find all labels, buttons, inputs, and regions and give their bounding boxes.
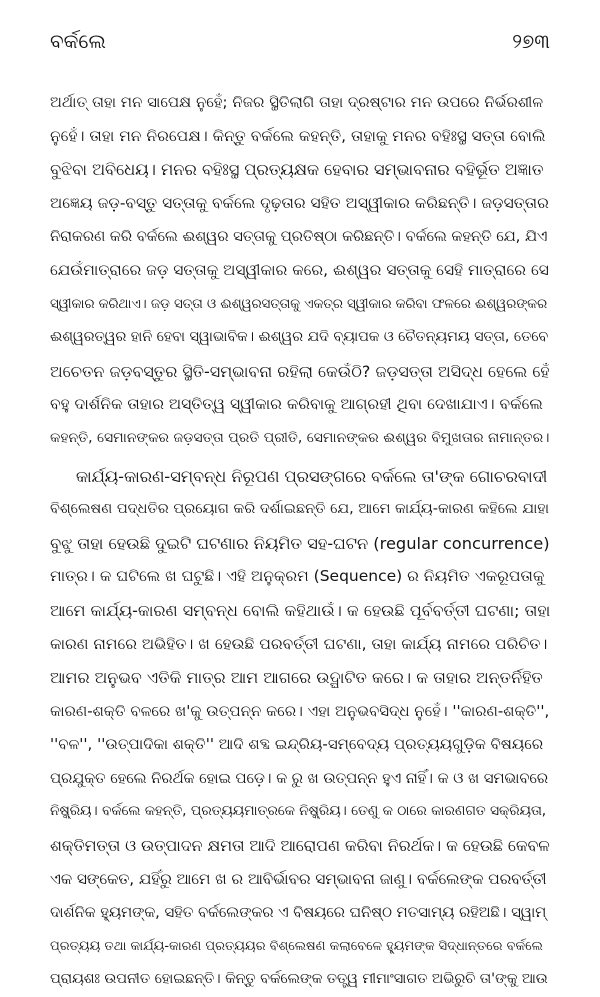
text-line: ବୁଝିବା ଅବିଧେୟ। ମନର ବହିଃସ୍ଥ ପ୍ରତ୍ୟକ୍ଷକ ହେବାର ସମ୍ଭାବନାର ବହିର୍ଭୂତ ଅଜ୍ଞାତ: [50, 160, 544, 180]
text-line: ଈଶ୍ୱରତ୍ୱର ହାନି ହେବା ସ୍ୱାଭାବିକ। ଈଶ୍ୱର ଯଦି ବ୍ୟାପକ ଓ ଚୈତନ୍ୟମୟ ସତ୍ତା, ତେବେ: [50, 329, 549, 346]
text-line: ପ୍ରତ୍ୟୟ ତଥା କାର୍ଯ୍ୟ-କାରଣ ପ୍ରତ୍ୟୟର ବିଶ୍ଲେଷଣ କଲାବେଳେ ହ୍ୟୁମଙ୍କ ସିଦ୍ଧାନ୍ତରେ ବର୍କଲେ: [50, 938, 543, 954]
text-line: କାରଣ ନାମରେ ଅଭିହିତ। ଖ ହେଉଛି ପରବର୍ତ୍ତୀ ଘଟଣା, ତାହା କାର୍ଯ୍ୟ ନାମରେ ପରିଚିତ।: [50, 634, 548, 653]
running-title: ବର୍କଲେ: [50, 29, 106, 53]
text-line: ନିଷ୍କ୍ରିୟ। ବର୍କଲେ କହନ୍ତି, ପ୍ରତ୍ୟୟମାତ୍ରକେ ନିଷ୍କ୍ରିୟ। ତେଣୁ କ ଠାରେ କାରଣଗତ ସକ୍ରିୟତା,: [50, 803, 547, 820]
text-line: ସ୍ୱୀକାର କରିଥାଏ। ଜଡ଼ ସତ୍ତା ଓ ଈଶ୍ୱରସତ୍ତାକୁ ଏକତ୍ର ସ୍ୱୀକାର କରିବା ଫଳରେ ଈଶ୍ୱରଙ୍କର: [50, 296, 548, 312]
text-line: ଏକ ସଙ୍କେତ, ଯହିଁରୁ ଆମେ ଖ ର ଆବିର୍ଭାବର ସମ୍ଭାବନା ଜାଣୁ। ବର୍କଲେଙ୍କ ପରବର୍ତ୍ତୀ: [50, 869, 547, 888]
text-line: ଆମେ କାର୍ଯ୍ୟ-କାରଣ ସମ୍ବନ୍ଧ ବୋଲି କହିଥାଉଁ। କ ହେଉଛି ପୂର୍ବବର୍ତ୍ତୀ ଘଟଣା; ତାହା: [50, 600, 550, 620]
text-line: ଆମର ଅନୁଭବ ଏତିକି ମାତ୍ର ଆମ ଆଗରେ ଉଦ୍ଘାଟିତ କରେ। କ ତାହାର ଅନ୍ତର୍ନିହିତ: [50, 668, 543, 688]
text-line: କାର୍ଯ୍ୟ-କାରଣ-ସମ୍ବନ୍ଧ ନିରୂପଣ ପ୍ରସଙ୍ଗରେ ବର୍କଲେ ତା'ଙ୍କ ଗୋଚରବାଦୀ: [50, 466, 548, 486]
paragraph-1: [50, 86, 550, 456]
text-line: ଦାର୍ଶନିକ ହ୍ୟୁମଙ୍କ, ସହିତ ବର୍କଲେଙ୍କର ଏ ବିଷୟରେ ଘନିଷ୍ଠ ମତସାମ୍ୟ ରହିଅଛି। ସ୍ୱାମ୍: [50, 904, 547, 922]
text-line: ଅଜ୍ଞେୟ ଜଡ଼-ବସ୍ତୁ ସତ୍ତାକୁ ବର୍କଲେ ଦୃଢ଼ତାର ସହିତ ଅସ୍ୱୀକାର କରିଛନ୍ତି। ଜଡ଼ସତ୍ତାର: [50, 193, 549, 212]
body-text: [50, 86, 550, 997]
text-line: ନିରାକରଣ କରି ବର୍କଲେ ଈଶ୍ୱର ସତ୍ତାକୁ ପ୍ରତିଷ୍ଠା କରିଛନ୍ତି। ବର୍କଲେ କହନ୍ତି ଯେ, ଯିଏ: [50, 228, 548, 246]
text-line: କାରଣ-ଶକ୍ତି ବଳରେ ଖ'କୁ ଉତ୍ପନ୍ନ କରେ। ଏହା ଅନୁଭବସିଦ୍ଧ ନୁହେଁ। ''କାରଣ-ଶକ୍ତି'',: [50, 701, 550, 720]
paragraph-2: [50, 460, 550, 997]
text-line: ''ବଳ'', ''ଉତ୍ପାଦିକା ଶକ୍ତି'' ଆଦି ଶବ୍ଦ ଇନ୍ଦ୍ରିୟ-ସମ୍ବେଦ୍ୟ ପ୍ରତ୍ୟୟଗୁଡ଼ିକ ବିଷୟରେ: [50, 735, 544, 754]
page-number: ୨୭୩: [512, 29, 550, 53]
text-line: ମାତ୍ର। କ ଘଟିଲେ ଖ ଘଟୁଛି। ଏହି ଅନୁକ୍ରମ (Sequence) ର ନିୟମିତ ଏକରୂପତାକୁ: [50, 567, 545, 586]
text-line: ଅର୍ଥାତ୍ ତାହା ମନ ସାପେକ୍ଷ ନୁହେଁ; ନିଜର ସ୍ଥିତିଲାଗି ତାହା ଦ୍ରଷ୍ଟାର ମନ ଉପରେ ନିର୍ଭରଶୀଳ: [50, 93, 544, 111]
text-line: ଅଚେତନ ଜଡ଼ବସ୍ତୁର ସ୍ଥିତି-ସମ୍ଭାବନା ରହିଲା କେଉଁଠି? ଜଡ଼ସତ୍ତା ଅସିଦ୍ଧ ହେଲେ ହେଁ: [50, 361, 550, 381]
text-line: ବହୁ ଦାର୍ଶନିକ ତାହାର ଅସ୍ତିତ୍ୱ ସ୍ୱୀକାର କରିବାକୁ ଆଗ୍ରହୀ ଥିବା ଦେଖାଯାଏ। ବର୍କଲେ: [50, 395, 543, 414]
text-line: ପ୍ରଯୁକ୍ତ ହେଲେ ନିରର୍ଥକ ହୋଇ ପଡ଼େ। କ ରୁ ଖ ଉତ୍ପନ୍ନ ହୁଏ ନାହିଁ। କ ଓ ଖ ସମଭାବରେ: [50, 769, 548, 787]
text-line: କହନ୍ତି, ସେମାନଙ୍କର ଜଡ଼ସତ୍ତା ପ୍ରତି ପ୍ରୀତି, ସେମାନଙ୍କର ଈଶ୍ୱର ବିମୁଖତାର ନାମାନ୍ତର।: [50, 429, 550, 446]
text-line: ଯେଉଁମାତ୍ରାରେ ଜଡ଼ ସତ୍ତାକୁ ଅସ୍ୱୀକାର କରେ, ଈଶ୍ୱର ସତ୍ତାକୁ ସେହି ମାତ୍ରାରେ ସେ: [50, 260, 549, 279]
text-line: ପ୍ରାୟଶଃ ଉପନୀତ ହୋଇଛନ୍ତି। କିନ୍ତୁ ବର୍କଲେଙ୍କ ତତ୍ତ୍ୱ ମୀମାଂସାଗତ ଅଭିରୁଚି ତା'ଙ୍କୁ ଆଉ: [50, 971, 548, 988]
text-line: ନୁହେଁ। ତାହା ମନ ନିରପେକ୍ଷ। କିନ୍ତୁ ବର୍କଲେ କହନ୍ତି, ତାହାକୁ ମନର ବହିଃସ୍ଥ ସତ୍ତା ବୋଲି: [50, 126, 546, 145]
text-line: ବିଶ୍ଲେଷଣ ପଦ୍ଧତିର ପ୍ରୟୋଗ କରି ଦର୍ଶାଇଛନ୍ତି ଯେ, ଆମେ କାର୍ଯ୍ୟ-କାରଣ କହିଲେ ଯାହା: [50, 501, 550, 518]
text-line: ଶକ୍ତିମତ୍ତା ଓ ଉତ୍ପାଦନ କ୍ଷମତା ଆଦି ଆରୋପଣ କରିବା ନିରର୍ଥକ। କ ହେଉଛି କେବଳ: [50, 836, 550, 856]
text-line: ବୁଝୁ ତାହା ହେଉଛି ଦୁଇଟି ଘଟଣାର ନିୟମିତ ସହ-ଘଟନ (regular concurrence): [50, 533, 550, 553]
running-head: [50, 28, 550, 54]
